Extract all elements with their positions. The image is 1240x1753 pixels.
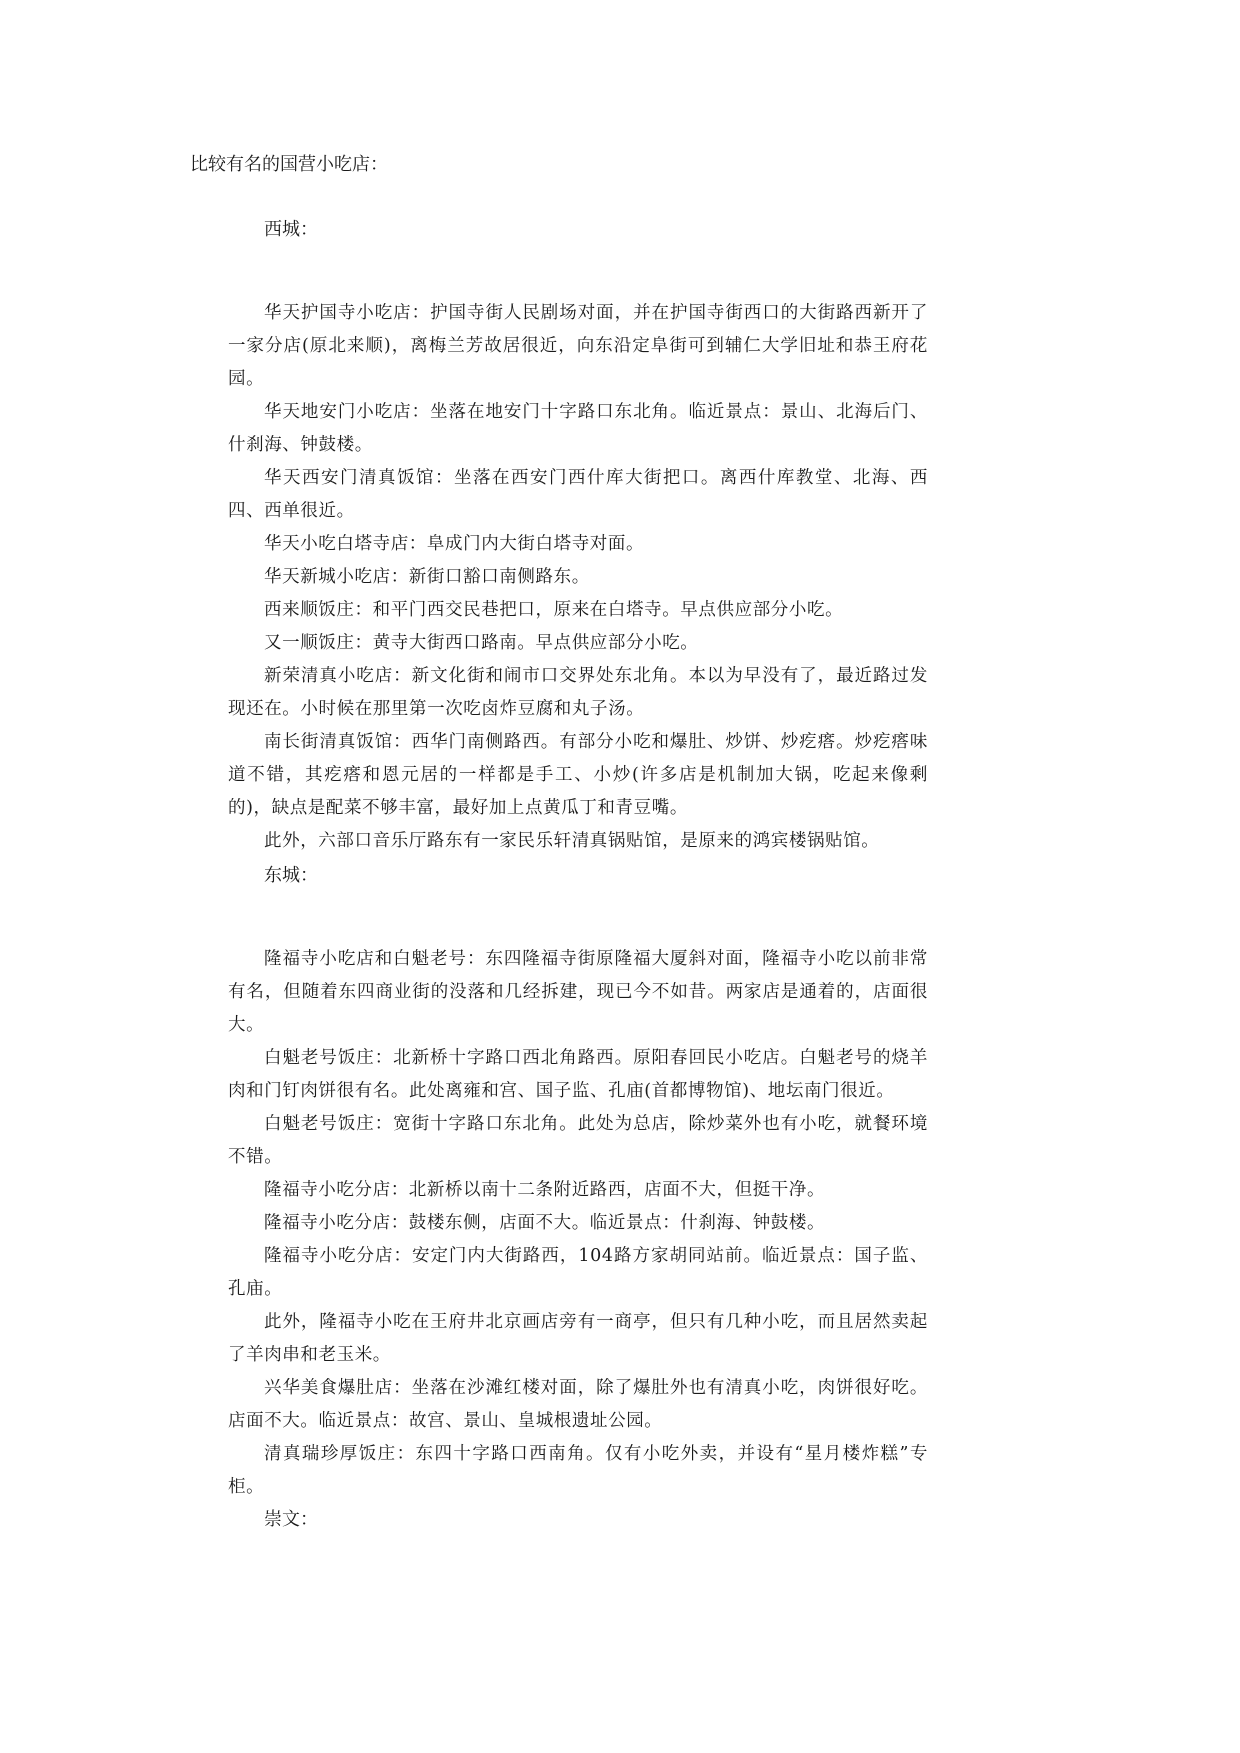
- section-heading-xicheng: 西城：: [264, 219, 318, 240]
- list-item: 南长街清真饭馆：西华门南侧路西。有部分小吃和爆肚、炒饼、炒疙瘩。炒疙瘩味道不错，其疙瘩和恩元居的一样都是手工、小炒(许多店是机制加大锅，吃起来像剩的)，缺点是配菜不够丰富，最好加上点黄瓜丁和青豆嘴。: [228, 732, 928, 818]
- section-heading-dongcheng: 东城：: [264, 865, 318, 886]
- list-item: 隆福寺小吃分店：北新桥以南十二条附近路西，店面不大，但挺干净。: [264, 1180, 826, 1200]
- list-item: 白魁老号饭庄：宽街十字路口东北角。此处为总店，除炒菜外也有小吃，就餐环境不错。: [228, 1114, 928, 1167]
- list-item: 隆福寺小吃店和白魁老号：东四隆福寺街原隆福大厦斜对面，隆福寺小吃以前非常有名，但随着东四商业街的没落和几经拆建，现已今不如昔。两家店是通着的，店面很大。: [228, 949, 928, 1035]
- list-item: 白魁老号饭庄：北新桥十字路口西北角路西。原阳春回民小吃店。白魁老号的烧羊肉和门钉肉饼很有名。此处离雍和宫、国子监、孔庙(首都博物馆)、地坛南门很近。: [228, 1048, 928, 1101]
- list-item: 清真瑞珍厚饭庄：东四十字路口西南角。仅有小吃外卖，并设有“星月楼炸糕”专柜。: [228, 1444, 928, 1497]
- section-heading-chongwen: 崇文：: [264, 1509, 318, 1530]
- section-dongcheng: [228, 861, 928, 1504]
- list-item: 华天地安门小吃店：坐落在地安门十字路口东北角。临近景点：景山、北海后门、什刹海、钟鼓楼。: [228, 402, 928, 455]
- list-item: 西来顺饭庄：和平门西交民巷把口，原来在白塔寺。早点供应部分小吃。: [264, 600, 844, 620]
- section-xicheng: [228, 215, 928, 858]
- list-item: 兴华美食爆肚店：坐落在沙滩红楼对面，除了爆肚外也有清真小吃，肉饼很好吃。店面不大。临近景点：故宫、景山、皇城根遗址公园。: [228, 1378, 928, 1431]
- list-item: 新荣清真小吃店：新文化街和闹市口交界处东北角。本以为早没有了，最近路过发现还在。小时候在那里第一次吃卤炸豆腐和丸子汤。: [228, 666, 928, 719]
- list-item: 此外，隆福寺小吃在王府井北京画店旁有一商亭，但只有几种小吃，而且居然卖起了羊肉串和老玉米。: [228, 1312, 928, 1365]
- list-item: 隆福寺小吃分店：安定门内大街路西，104路方家胡同站前。临近景点：国子监、孔庙。: [228, 1246, 928, 1299]
- list-item: 华天新城小吃店：新街口豁口南侧路东。: [264, 567, 590, 587]
- section-chongwen: [228, 1505, 928, 1535]
- list-item: 华天护国寺小吃店：护国寺街人民剧场对面，并在护国寺街西口的大街路西新开了一家分店(原北来顺)，离梅兰芳故居很近，向东沿定阜街可到辅仁大学旧址和恭王府花园。: [228, 303, 928, 389]
- list-item: 又一顺饭庄：黄寺大街西口路南。早点供应部分小吃。: [264, 633, 699, 653]
- list-item: 隆福寺小吃分店：鼓楼东侧，店面不大。临近景点：什刹海、钟鼓楼。: [264, 1213, 826, 1233]
- document-title: 比较有名的国营小吃店：: [190, 154, 388, 175]
- list-item: 华天西安门清真饭馆：坐落在西安门西什库大街把口。离西什库教堂、北海、西四、西单很近。: [228, 468, 928, 521]
- list-item: 华天小吃白塔寺店：阜成门内大街白塔寺对面。: [264, 534, 645, 554]
- entry-list-xicheng: [228, 297, 928, 858]
- list-item: 此外，六部口音乐厅路东有一家民乐轩清真锅贴馆，是原来的鸿宾楼锅贴馆。: [264, 831, 880, 851]
- entry-list-dongcheng: [228, 943, 928, 1504]
